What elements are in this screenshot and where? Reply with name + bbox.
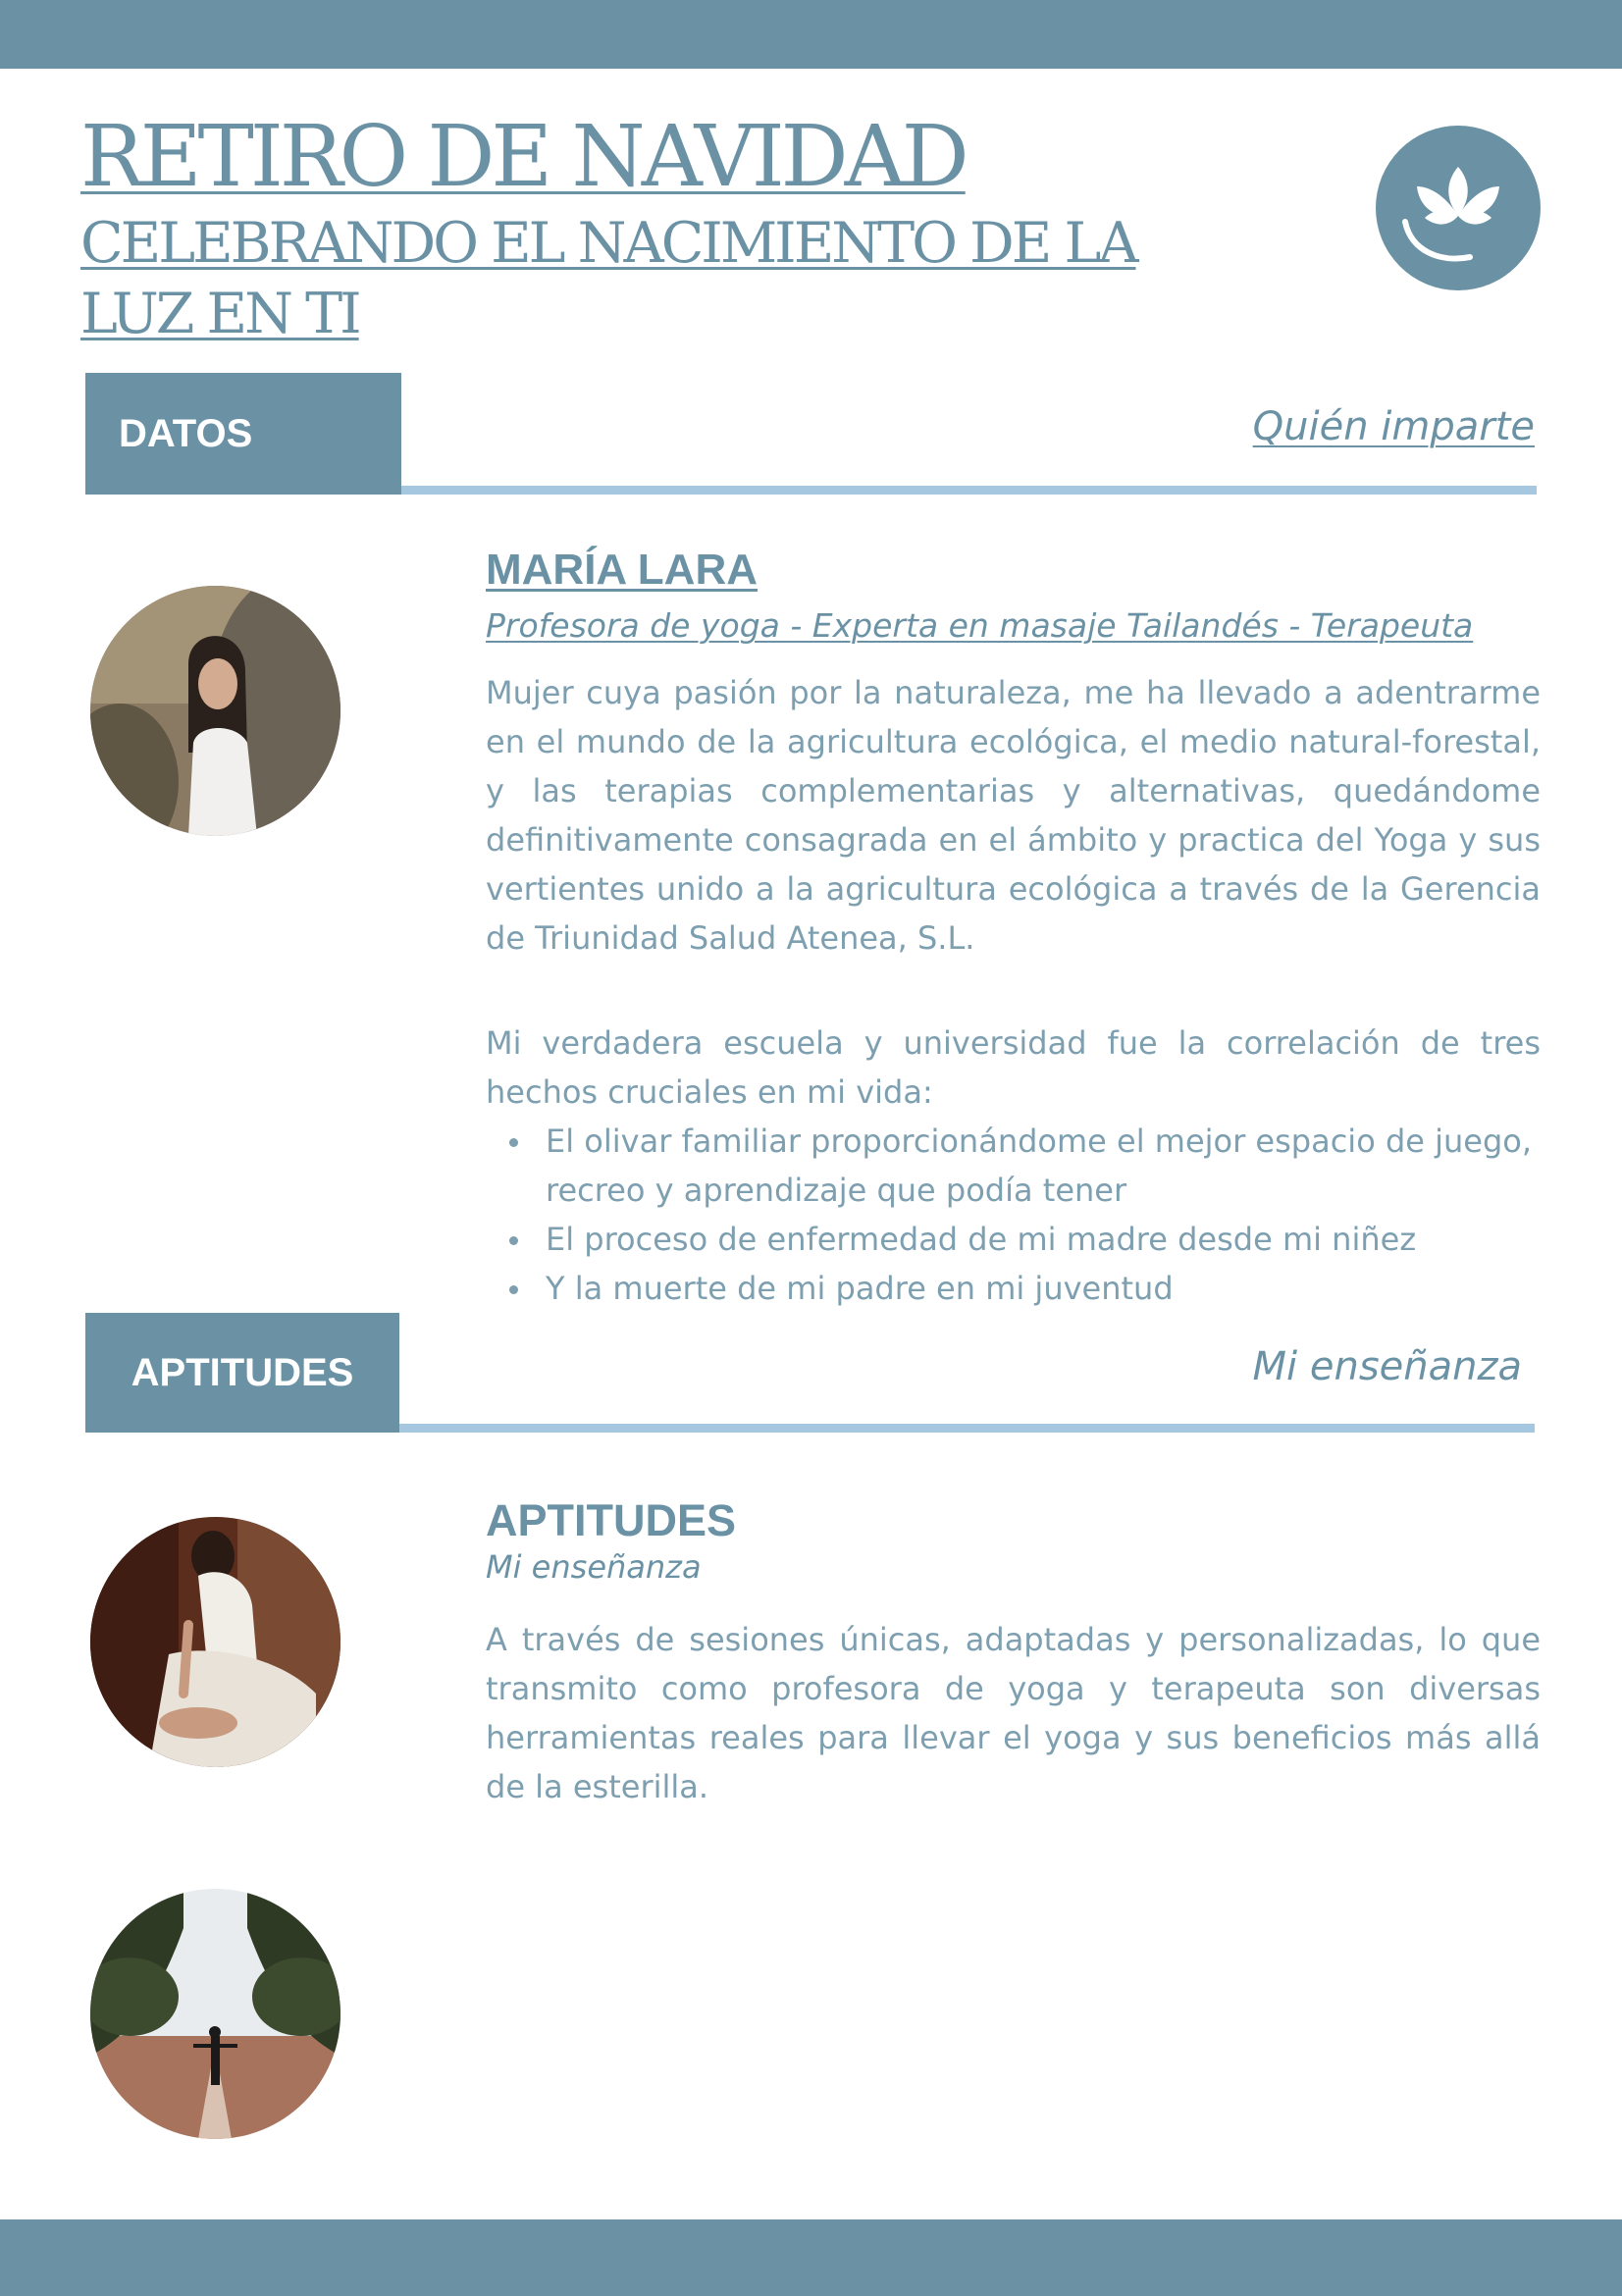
section-label-quien-imparte: Quién imparte bbox=[1252, 404, 1535, 449]
bullet-icon bbox=[509, 1236, 518, 1245]
section-divider bbox=[401, 486, 1537, 495]
list-item: El olivar familiar proporcionándome el mejor espacio de juego, recreo y aprendizaje que podía tener bbox=[486, 1117, 1541, 1215]
profile-intro: Mi verdadera escuela y universidad fue la correlación de tres hechos cruciales en mi vida: bbox=[486, 1024, 1541, 1111]
section-label-mi-ensenanza: Mi enseñanza bbox=[1252, 1344, 1522, 1389]
profile-bio: Mujer cuya pasión por la naturaleza, me ha llevado a adentrarme en el mundo de la agricultura ecológica, el medio natural-forestal, y las terapias complementarias y alternativas, quedándome definitivamente consagrada en el ámbito y practica del Yoga y sus vertientes unido a la agricultura ecológica a través de la Gerencia de Triunidad Salud Atenea, S.L. bbox=[486, 674, 1541, 957]
section-divider bbox=[399, 1424, 1535, 1433]
aptitudes-text: A través de sesiones únicas, adaptadas y personalizadas, lo que transmito como profesora de yoga y terapeuta son diversas herramientas reales para llevar el yoga y sus beneficios más allá de la esterilla. bbox=[486, 1621, 1541, 1805]
bottom-band bbox=[0, 2219, 1622, 2296]
lotus-icon bbox=[1376, 126, 1541, 290]
list-item: Y la muerte de mi padre en mi juventud bbox=[486, 1264, 1541, 1313]
section-tab-datos: DATOS bbox=[85, 373, 401, 495]
top-band bbox=[0, 0, 1622, 69]
list-item: El proceso de enfermedad de mi madre desde mi niñez bbox=[486, 1215, 1541, 1264]
page-subtitle: CELEBRANDO EL NACIMIENTO DE LA LUZ EN TI bbox=[80, 211, 1136, 346]
facts-list bbox=[486, 1117, 1541, 1313]
page-title: RETIRO DE NAVIDAD bbox=[80, 108, 966, 206]
aptitudes-title: APTITUDES bbox=[486, 1495, 737, 1545]
massage-photo bbox=[90, 1517, 340, 1767]
profile-role: Profesora de yoga - Experta en masaje Tailandés - Terapeuta bbox=[486, 606, 1474, 645]
bullet-icon bbox=[509, 1138, 518, 1147]
profile-name: MARÍA LARA bbox=[486, 546, 758, 594]
aptitudes-subtitle: Mi enseñanza bbox=[486, 1548, 702, 1586]
bullet-icon bbox=[509, 1285, 518, 1294]
olive-grove-photo bbox=[90, 1889, 340, 2139]
section-tab-aptitudes: APTITUDES bbox=[85, 1313, 399, 1433]
portrait-photo bbox=[90, 586, 340, 836]
